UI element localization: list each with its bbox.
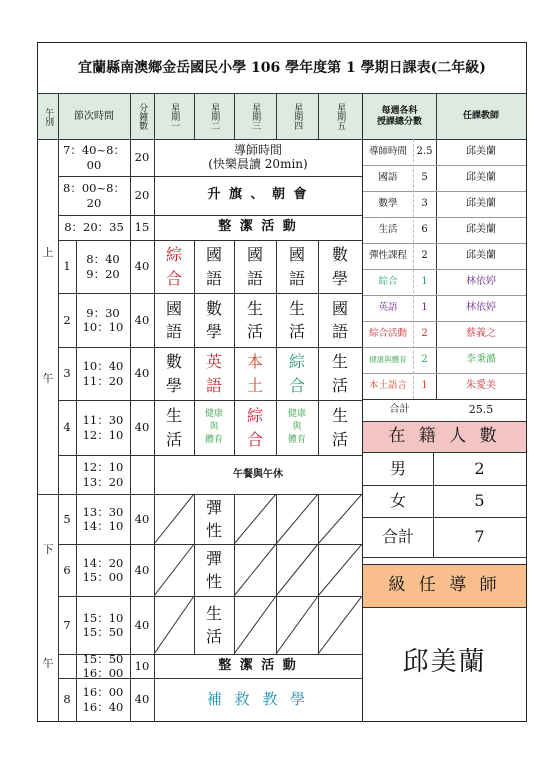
subject-name: 綜合 [378,275,398,287]
subject-cell: 綜 合 [165,245,182,288]
row-minutes: 20 [134,150,150,165]
period-number: 6 [63,562,71,577]
row-time: 13：30 14：10 [82,504,124,533]
teacher-header: 任課教師 [462,111,499,122]
subject-cell: 生 活 [331,352,348,395]
subject-cell: 國 語 [246,245,263,288]
male-count: 2 [474,458,485,478]
subject-cell: 本 土 [246,352,263,395]
row-time: 9：30 10：10 [82,305,124,334]
subject-cell: 生 活 [205,603,222,646]
remedial-cell: 補 救 教 學 [206,689,310,708]
homeroom-reading-cell: 導師時間 (快樂晨讀 20min) [208,142,308,171]
subject-teacher: 邱美蘭 [466,198,496,210]
row-time: 16：00 16：40 [82,685,124,714]
subject-cell: 數 學 [331,245,348,288]
subject-teacher: 蔡義之 [466,328,496,340]
row-time: 15：50 16：00 [82,651,124,680]
row-minutes: 40 [134,692,150,707]
row-minutes: 40 [134,312,150,327]
subject-cell: 彈 性 [205,497,222,540]
period-number: 5 [63,511,71,526]
subject-name: 綜合活動 [368,327,407,339]
subject-hours: 2 [421,354,428,366]
subject-hours: 6 [421,224,428,236]
subject-cell: 生 活 [165,406,182,449]
subject-name: 本土語言 [368,379,407,391]
homeroom-title: 級 任 導 師 [388,575,501,596]
period-number: 1 [63,259,71,274]
subject-teacher: 李秉澔 [466,354,496,366]
period-number: 4 [63,420,71,435]
subject-cell: 數 學 [165,352,182,395]
period-number: 8 [63,692,71,707]
row-minutes: 15 [134,220,150,235]
subject-name: 英語 [378,301,398,313]
subject-hours-list [363,139,526,399]
day-header-wed: 星期三 [250,103,261,130]
row-time: 8：00~8：20 [63,181,125,210]
subject-hours: 2 [421,328,428,340]
row-minutes: 40 [134,511,150,526]
subject-teacher: 邱美蘭 [466,146,496,158]
row-minutes: 40 [134,617,150,632]
row-time: 8：40 9：20 [86,252,120,281]
lunch-cell: 午餐與午休 [233,468,283,480]
row-time: 7：40~8：00 [63,143,125,172]
subject-cell: 國 語 [288,245,305,288]
subject-teacher: 林依婷 [466,276,496,288]
period-number: 2 [63,312,71,327]
subject-hours: 3 [421,198,428,210]
subject-hours: 1 [421,380,428,392]
total-label: 合計 [389,404,410,416]
row-time: 8：20：35 [64,220,124,235]
subject-teacher: 朱愛美 [466,380,496,392]
afternoon-label: 下 午 [42,543,54,671]
subject-cell: 健康 與 體育 [287,408,306,446]
subject-name: 數學 [378,197,398,209]
male-label: 男 [389,458,406,478]
female-label: 女 [389,490,406,510]
subject-hours: 2 [421,250,428,262]
row-minutes: 10 [134,658,150,673]
subject-name: 導師時間 [368,145,407,157]
day-header-mon: 星期一 [169,103,180,130]
sum-label: 合計 [381,526,414,546]
subject-cell: 國 語 [331,298,348,341]
total-value: 25.5 [468,402,494,416]
enrollment-title: 在 籍 人 數 [388,426,501,447]
minutes-header: 分鐘數 [137,103,148,130]
empty-cell-hatching [154,494,362,654]
row-time: 12：10 13：20 [82,460,124,489]
row-minutes: 40 [134,259,150,274]
subject-cell: 英 語 [205,352,222,395]
row-time: 14：20 15：00 [82,555,124,584]
row-minutes: 40 [134,420,150,435]
subject-cell: 健康 與 體育 [204,408,223,446]
period-header: 午別 [43,107,54,126]
subject-hours: 1 [421,276,428,288]
subject-teacher: 邱美蘭 [466,224,496,236]
weekly-total-header: 每週各科 授課總分數 [376,106,422,127]
subject-cell: 國 語 [165,298,182,341]
subject-cell: 生 活 [288,298,305,341]
day-header-thu: 星期四 [292,103,303,130]
subject-cell: 綜 合 [288,352,305,395]
timetable-sheet [37,42,527,722]
subject-cell: 生 活 [331,406,348,449]
period-number: 7 [63,617,71,632]
day-header-fri: 星期五 [335,103,346,130]
row-minutes: 40 [134,366,150,381]
subject-hours: 1 [421,302,428,314]
subject-teacher: 邱美蘭 [466,250,496,262]
subject-teacher: 林依婷 [466,302,496,314]
subject-cell: 生 活 [246,298,263,341]
row-time: 15：10 15：50 [82,610,124,639]
subject-cell: 彈 性 [205,548,222,591]
page-title: 宜蘭縣南澳鄉金岳國民小學 106 學年度第 1 學期日課表(二年級) [78,59,486,76]
subject-hours: 2.5 [416,146,433,158]
row-time: 10：40 11：20 [82,359,124,388]
subject-hours: 5 [421,172,428,184]
flag-ceremony-cell: 升 旗 、 朝 會 [207,187,309,203]
section-header: 節次時間 [74,110,114,122]
subject-cell: 綜 合 [246,406,263,449]
cleaning-cell: 整 潔 活 動 [218,219,298,235]
subject-teacher: 邱美蘭 [466,172,496,184]
subject-name: 彈性課程 [368,249,407,261]
subject-cell: 國 語 [205,245,222,288]
row-minutes: 20 [134,188,150,203]
day-header-tue: 星期二 [209,103,220,130]
subject-name: 國語 [378,171,398,183]
subject-cell: 數 學 [205,298,222,341]
female-count: 5 [474,490,485,510]
sum-count: 7 [474,526,485,546]
subject-name: 生活 [378,223,398,235]
cleaning-cell: 整 潔 活 動 [218,657,298,673]
row-minutes: 40 [134,562,150,577]
homeroom-teacher-name: 邱美蘭 [402,647,487,678]
subject-name: 健康與體育 [369,354,407,364]
row-time: 11：30 12：10 [82,413,124,442]
morning-label: 上 午 [42,245,54,386]
period-number: 3 [63,366,71,381]
